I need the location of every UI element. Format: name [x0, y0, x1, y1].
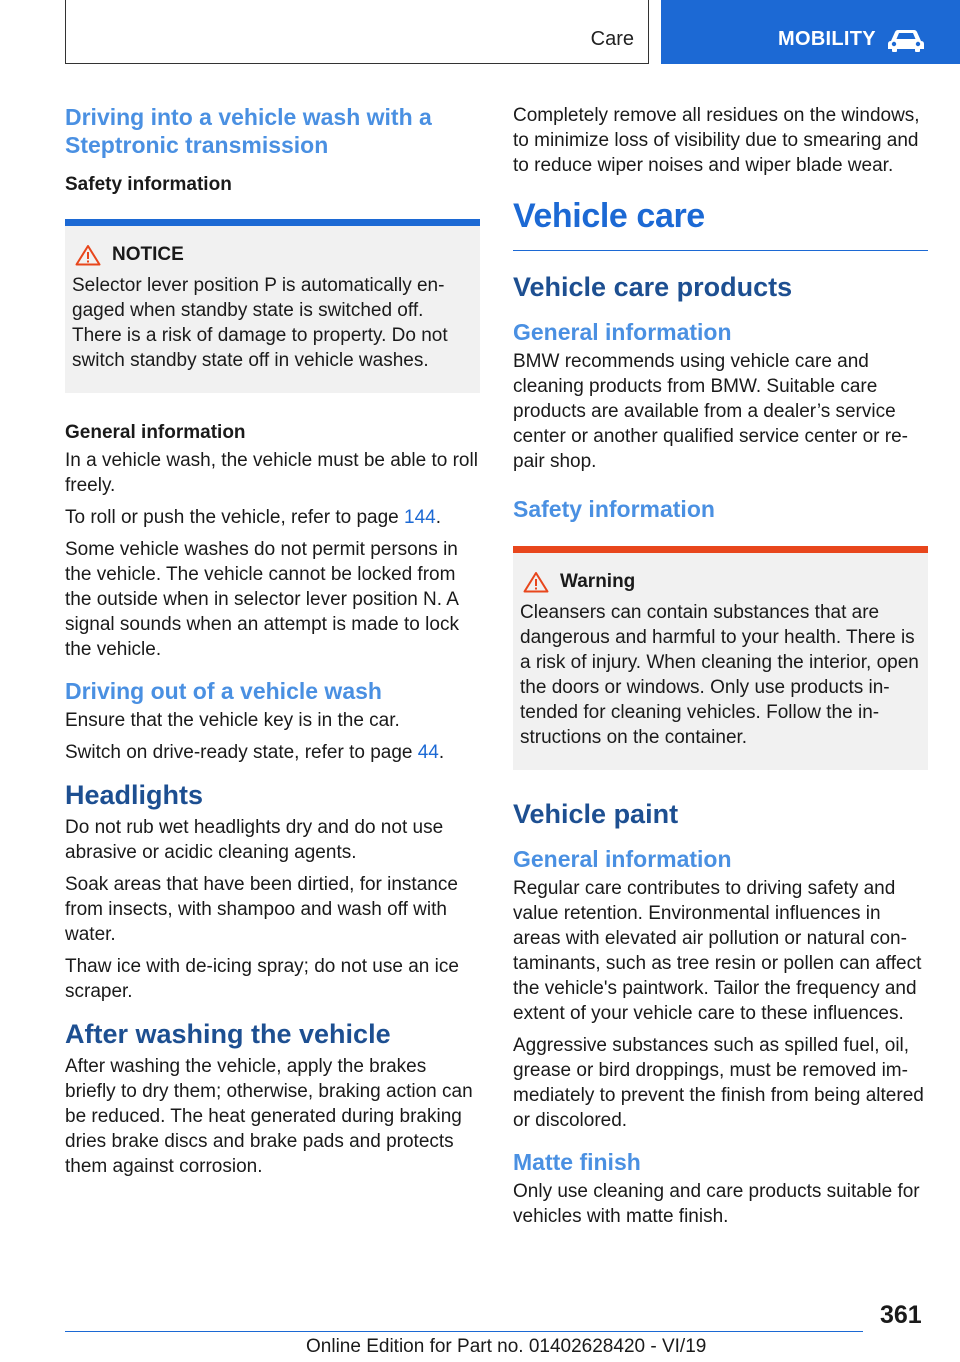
paragraph-page-ref: [65, 505, 480, 530]
footer-divider: [65, 1331, 863, 1332]
paragraph: Only use cleaning and care products suitable for vehicles with matte finish.: [513, 1181, 920, 1227]
heading-vehicle-care-products: Vehicle care products: [513, 272, 793, 302]
heading-safety-information: Safety information: [65, 174, 232, 195]
heading-headlights: Headlights: [65, 780, 204, 810]
warning-text: Cleansers can contain substances that are dangerous and harmful to your health. There is a risk of injury. When cleaning the interior, open the doors or windows. Only use products intended for cleaning vehicles. Follow the instructions on the container.: [520, 602, 919, 748]
paragraph: In a vehicle wash, the vehicle must be able to roll freely.: [65, 450, 478, 496]
notice-text: Selector lever position P is automatically engaged when standby state is switched off. There is a risk of damage to property. Do not switch standby state off in vehicle washes.: [72, 275, 448, 371]
paragraph: Ensure that the vehicle key is in the car.: [65, 710, 400, 731]
paragraph: Some vehicle washes do not permit persons in the vehicle. The vehicle cannot be locked from the outside when in selector lever position N. A signal sounds when an attempt is made to lock the vehicle.: [65, 539, 459, 660]
heading-vehicle-wash-steptronic: Driving into a vehicle wash with a Steptronic transmission: [65, 104, 432, 158]
warning-triangle-icon: [75, 244, 101, 266]
heading-general-information: General information: [65, 422, 246, 443]
paragraph: BMW recommends using vehicle care and cleaning products from BMW. Suitable care products are available from a dealer’s service center or another qualified service center or repair shop.: [513, 351, 908, 472]
heading-after-washing: After washing the vehicle: [65, 1019, 391, 1049]
warning-box: [513, 546, 928, 770]
header-section-title: Care: [590, 28, 634, 50]
heading-general-information: General information: [513, 846, 732, 872]
paragraph: Regular care contributes to driving safety and value retention. Environmental influences in areas with elevated air pollution or natural contaminants, such as tree resin or pollen can affect the vehicle's paintwork. Tailor the frequency and extent of your vehicle care to these influences.: [513, 878, 922, 1024]
heading-general-information: General information: [513, 319, 732, 345]
heading-safety-information: Safety information: [513, 496, 715, 522]
heading-vehicle-care: Vehicle care: [513, 196, 928, 251]
notice-title-text: NOTICE: [112, 244, 184, 265]
header-chapter-tab[interactable]: [661, 0, 960, 64]
car-icon: [886, 27, 926, 53]
right-column: [513, 103, 928, 1236]
notice-box: [65, 219, 480, 393]
paragraph: Aggressive substances such as spilled fuel, oil, grease or bird droppings, must be removed immediately to prevent the finish from being altered or discolored.: [513, 1035, 924, 1131]
paragraph-page-ref: [65, 740, 480, 765]
page-number: 361: [880, 1301, 922, 1329]
paragraph-text: Switch on drive-ready state, refer to page: [65, 742, 418, 763]
paragraph: Completely remove all residues on the windows, to minimize loss of visibility due to smearing and to reduce wiper noises and wiper blade wear.: [513, 105, 920, 176]
footer-edition-text: Online Edition for Part no. 01402628420 - VI/19: [306, 1336, 707, 1357]
heading-driving-out: Driving out of a vehicle wash: [65, 678, 382, 704]
left-column: [65, 103, 480, 1186]
paragraph: Do not rub wet headlights dry and do not use abrasive or acidic cleaning agents.: [65, 817, 444, 863]
header-section-box: [65, 0, 649, 64]
paragraph: After washing the vehicle, apply the brakes briefly to dry them; otherwise, braking action can be reduced. The heat generated during braking dries brake discs and brake pads and protects them against corrosion.: [65, 1056, 473, 1177]
paragraph-text: .: [438, 742, 445, 763]
heading-vehicle-paint: Vehicle paint: [513, 799, 679, 829]
header-chapter-title: MOBILITY: [778, 28, 876, 50]
paragraph-text: .: [435, 507, 442, 528]
paragraph: Soak areas that have been dirtied, for instance from insects, with shampoo and wash off with water.: [65, 874, 458, 945]
page-link-44[interactable]: 44: [417, 742, 439, 763]
warning-title-text: Warning: [560, 571, 636, 592]
paragraph: Thaw ice with de-icing spray; do not use an ice scraper.: [65, 956, 459, 1002]
warning-title: [520, 571, 920, 593]
notice-title: [72, 244, 472, 266]
warning-triangle-icon: [523, 571, 549, 593]
page-link-144[interactable]: 144: [404, 507, 436, 528]
heading-matte-finish: Matte finish: [513, 1149, 641, 1175]
paragraph-text: To roll or push the vehicle, refer to page: [65, 507, 405, 528]
